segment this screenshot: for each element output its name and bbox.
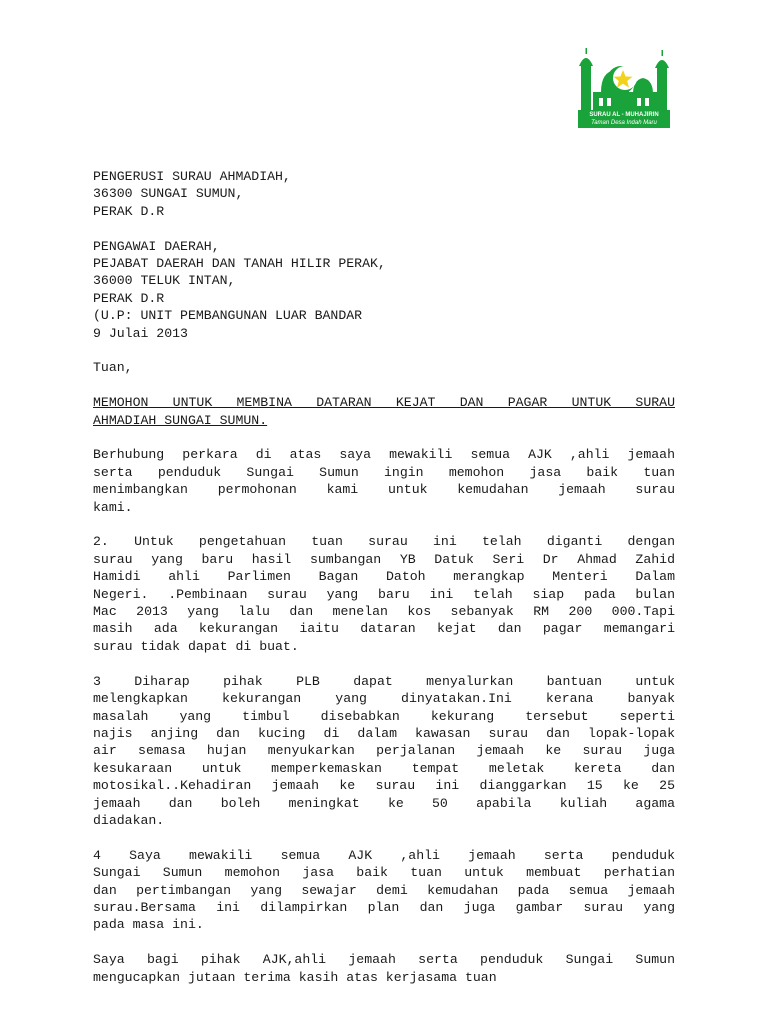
paragraph-line: Sungai Sumun memohon jasa baik tuan untuk membuat perhatian (93, 865, 675, 881)
recipient-line: PEJABAT DAERAH DAN TANAH HILIR PERAK, (93, 256, 386, 272)
paragraph-line: jemaah dan boleh meningkat ke 50 apabila kuliah agama (93, 795, 675, 811)
recipient-line: PENGAWAI DAERAH, (93, 238, 220, 254)
letter-subject (93, 394, 675, 429)
sender-line: 36300 SUNGAI SUMUN, (93, 186, 244, 202)
paragraph-line: masalah yang timbul disebabkan kekurang tersebut seperti (93, 708, 675, 724)
recipient-line: 36000 TELUK INTAN, (93, 273, 236, 289)
recipient-line: PERAK D.R (93, 290, 165, 306)
paragraph-line: air semasa hujan menyukarkan perjalanan jemaah ke surau juga (93, 743, 675, 759)
paragraph-line: serta penduduk Sungai Sumun ingin memohon jasa baik tuan (93, 464, 675, 480)
paragraph-line: 2. Untuk pengetahuan tuan surau ini telah diganti dengan (93, 534, 675, 550)
paragraph-line: motosikal..Kehadiran jemaah ke surau ini dianggarkan 15 ke 25 (93, 778, 675, 794)
letter-body (93, 168, 675, 986)
paragraph-line: Saya bagi pihak AJK,ahli jemaah serta penduduk Sungai Sumun (93, 952, 675, 968)
paragraph-line: kesukaraan untuk memperkemaskan tempat meletak kereta dan (93, 760, 675, 776)
sender-address (93, 168, 675, 220)
closing-paragraph (93, 951, 675, 986)
paragraph-line: surau yang baru hasil sumbangan YB Datuk Seri Dr Ahmad Zahid (93, 551, 675, 567)
logo-caption (578, 110, 670, 128)
paragraph-line: Hamidi ahli Parlimen Bagan Datoh merangkap Menteri Dalam (93, 569, 675, 585)
paragraph-line: Berhubung perkara di atas saya mewakili semua AJK ,ahli jemaah (93, 447, 675, 463)
paragraph-line: melengkapkan kekurangan yang dinyatakan.Ini kerana banyak (93, 691, 675, 707)
letter-date: 9 Julai 2013 (93, 325, 188, 341)
paragraph-2 (93, 533, 675, 655)
salutation: Tuan, (93, 360, 133, 376)
paragraph-line: mengucapkan jutaan terima kasih atas kerjasama tuan (93, 969, 497, 985)
logo-caption-title: SURAU AL - MUHAJIRIN (589, 112, 659, 118)
paragraph-line: menimbangkan permohonan kami untuk kemudahan jemaah surau (93, 482, 675, 498)
paragraph-line: najis anjing dan kucing di dalam kawasan surau dan lopak-lopak (93, 725, 675, 741)
paragraph-line: pada masa ini. (93, 917, 204, 933)
paragraph-line: 3 Diharap pihak PLB dapat menyalurkan bantuan untuk (93, 673, 675, 689)
recipient-address (93, 238, 675, 342)
paragraph-line: diadakan. (93, 812, 165, 828)
paragraph-line: surau.Bersama ini dilampirkan plan dan juga gambar surau yang (93, 899, 675, 915)
paragraph-line: Negeri. .Pembinaan surau yang baru ini telah siap pada bulan (93, 586, 675, 602)
paragraph-line: surau tidak dapat di buat. (93, 638, 299, 654)
sender-line: PERAK D.R (93, 203, 165, 219)
paragraph-line: masih ada kekurangan iaitu dataran kejat dan pagar memangari (93, 621, 675, 637)
paragraph-line: Mac 2013 yang lalu dan menelan kos sebanyak RM 200 000.Tapi (93, 604, 675, 620)
paragraph-line: 4 Saya mewakili semua AJK ,ahli jemaah serta penduduk (93, 847, 675, 863)
subject-line: MEMOHON UNTUK MEMBINA DATARAN KEJAT DAN PAGAR UNTUK SURAU (93, 395, 675, 411)
paragraph-1 (93, 446, 675, 516)
recipient-line: (U.P: UNIT PEMBANGUNAN LUAR BANDAR (93, 308, 363, 324)
mosque-emblem-icon (577, 48, 671, 112)
paragraph-line: dan pertimbangan yang sewajar demi kemudahan pada semua jemaah (93, 882, 675, 898)
sender-line: PENGERUSI SURAU AHMADIAH, (93, 169, 291, 184)
subject-line: AHMADIAH SUNGAI SUMUN. (93, 412, 268, 428)
logo-caption-subtitle: Taman Desa Indah Maru (591, 120, 657, 126)
paragraph-line: kami. (93, 499, 133, 515)
paragraph-4 (93, 847, 675, 934)
paragraph-3 (93, 673, 675, 830)
